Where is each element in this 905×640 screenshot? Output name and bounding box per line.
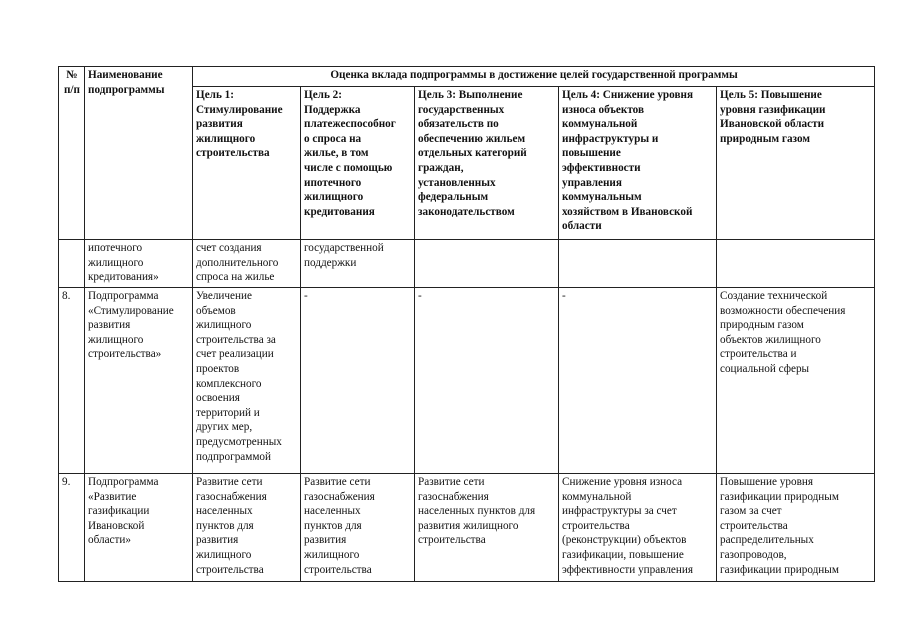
row-goal-2: Развитие сети газоснабжения населенных пунктов для развития жилищного строительства <box>301 474 415 582</box>
row-goal-2: государственной поддержки <box>301 240 415 288</box>
row-goal-1: Развитие сети газоснабжения населенных пунктов для развития жилищного строительства <box>193 474 301 582</box>
row-goal-1: Увеличение объемов жилищного строительства за счет реализации проектов комплексного освоения территорий и других мер, предусмотренных подпрограммой <box>193 288 301 474</box>
row-goal-4: Снижение уровня износа коммунальной инфраструктуры за счет строительства (реконструкции) объектов газификации, повышение эффективности управления <box>559 474 717 582</box>
header-goal-1: Цель 1: Стимулирование развития жилищного строительства <box>193 87 301 240</box>
row-goal-3 <box>415 240 559 288</box>
table-row-continuation <box>59 240 875 288</box>
header-row-top <box>59 67 875 87</box>
row-goal-5 <box>717 240 875 288</box>
row-goal-5: Создание технической возможности обеспечения природным газом объектов жилищного строительства и социальной сферы <box>717 288 875 474</box>
header-goal-2: Цель 2: Поддержка платежеспособног о спроса на жилье, в том числе с помощью ипотечного жилищного кредитования <box>301 87 415 240</box>
row-goal-5: Повышение уровня газификации природным газом за счет строительства распределительных газопроводов, газификации природным <box>717 474 875 582</box>
header-assessment: Оценка вклада подпрограммы в достижение целей государственной программы <box>193 67 875 87</box>
header-goal-3: Цель 3: Выполнение государственных обязательств по обеспечению жильем отдельных категорий граждан, установленных федеральным законодательством <box>415 87 559 240</box>
row-goal-3: - <box>415 288 559 474</box>
header-goal-4: Цель 4: Снижение уровня износа объектов коммунальной инфраструктуры и повышение эффективности управления коммунальным хозяйством в Ивановской области <box>559 87 717 240</box>
row-number: 8. <box>59 288 85 474</box>
table-row-9 <box>59 474 875 582</box>
row-goal-4 <box>559 240 717 288</box>
header-goal-5: Цель 5: Повышение уровня газификации Ивановской области природным газом <box>717 87 875 240</box>
row-goal-2: - <box>301 288 415 474</box>
row-goal-4: - <box>559 288 717 474</box>
row-number <box>59 240 85 288</box>
row-number: 9. <box>59 474 85 582</box>
row-subprogram-name: Подпрограмма «Стимулирование развития жилищного строительства» <box>85 288 193 474</box>
row-subprogram-name: Подпрограмма «Развитие газификации Ивановской области» <box>85 474 193 582</box>
row-goal-1: счет создания дополнительного спроса на жилье <box>193 240 301 288</box>
subprogram-goals-table <box>58 66 875 582</box>
header-number: № п/п <box>59 67 85 240</box>
table-row-8 <box>59 288 875 474</box>
row-goal-3: Развитие сети газоснабжения населенных пунктов для развития жилищного строительства <box>415 474 559 582</box>
header-subprogram-name: Наименование подпрограммы <box>85 67 193 240</box>
row-subprogram-name: ипотечного жилищного кредитования» <box>85 240 193 288</box>
